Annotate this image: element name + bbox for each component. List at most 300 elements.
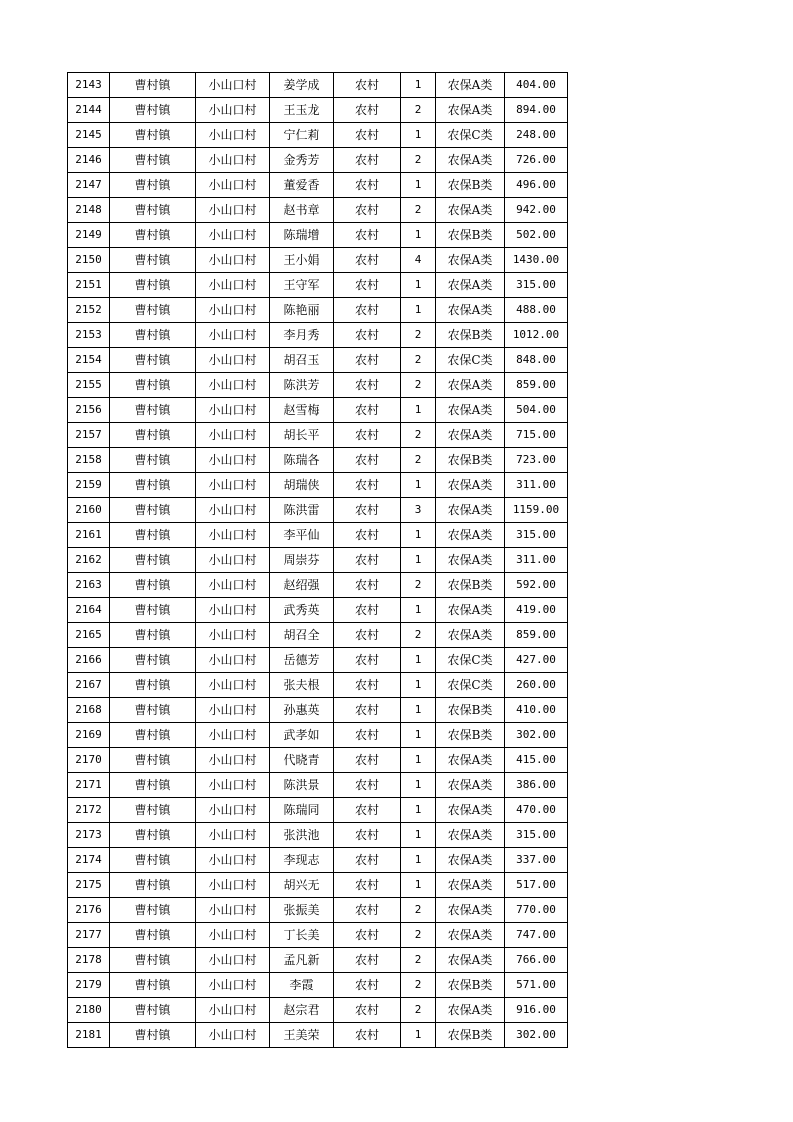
- count-cell: 2: [401, 423, 436, 448]
- village-cell: 小山口村: [196, 848, 270, 873]
- village-cell: 小山口村: [196, 123, 270, 148]
- serial-cell: 2163: [68, 573, 110, 598]
- town-cell: 曹村镇: [110, 648, 196, 673]
- amount-cell: 260.00: [505, 673, 568, 698]
- village-cell: 小山口村: [196, 323, 270, 348]
- town-cell: 曹村镇: [110, 123, 196, 148]
- village-cell: 小山口村: [196, 398, 270, 423]
- count-cell: 1: [401, 173, 436, 198]
- serial-cell: 2173: [68, 823, 110, 848]
- category-cell: 农保C类: [436, 648, 505, 673]
- amount-cell: 410.00: [505, 698, 568, 723]
- town-cell: 曹村镇: [110, 848, 196, 873]
- village-cell: 小山口村: [196, 623, 270, 648]
- table-row: [68, 923, 568, 948]
- amount-cell: 302.00: [505, 723, 568, 748]
- table-row: [68, 723, 568, 748]
- count-cell: 1: [401, 73, 436, 98]
- name-cell: 陈洪雷: [270, 498, 334, 523]
- name-cell: 陈洪景: [270, 773, 334, 798]
- count-cell: 2: [401, 998, 436, 1023]
- count-cell: 1: [401, 273, 436, 298]
- village-cell: 小山口村: [196, 348, 270, 373]
- town-cell: 曹村镇: [110, 373, 196, 398]
- category-cell: 农保B类: [436, 1023, 505, 1048]
- town-cell: 曹村镇: [110, 198, 196, 223]
- name-cell: 孙惠英: [270, 698, 334, 723]
- amount-cell: 315.00: [505, 823, 568, 848]
- category-cell: 农保A类: [436, 598, 505, 623]
- table-row: [68, 373, 568, 398]
- count-cell: 1: [401, 548, 436, 573]
- town-cell: 曹村镇: [110, 173, 196, 198]
- village-cell: 小山口村: [196, 223, 270, 248]
- amount-cell: 427.00: [505, 648, 568, 673]
- category-cell: 农保B类: [436, 223, 505, 248]
- name-cell: 王小娟: [270, 248, 334, 273]
- table-row: [68, 323, 568, 348]
- name-cell: 赵书章: [270, 198, 334, 223]
- category-cell: 农保A类: [436, 248, 505, 273]
- serial-cell: 2151: [68, 273, 110, 298]
- table-row: [68, 748, 568, 773]
- serial-cell: 2159: [68, 473, 110, 498]
- town-cell: 曹村镇: [110, 723, 196, 748]
- count-cell: 2: [401, 448, 436, 473]
- category-cell: 农保B类: [436, 173, 505, 198]
- name-cell: 胡召玉: [270, 348, 334, 373]
- town-cell: 曹村镇: [110, 148, 196, 173]
- serial-cell: 2164: [68, 598, 110, 623]
- serial-cell: 2178: [68, 948, 110, 973]
- village-cell: 小山口村: [196, 573, 270, 598]
- count-cell: 1: [401, 648, 436, 673]
- amount-cell: 894.00: [505, 98, 568, 123]
- serial-cell: 2176: [68, 898, 110, 923]
- village-cell: 小山口村: [196, 373, 270, 398]
- town-cell: 曹村镇: [110, 548, 196, 573]
- table-row: [68, 248, 568, 273]
- name-cell: 宁仁莉: [270, 123, 334, 148]
- serial-cell: 2170: [68, 748, 110, 773]
- category-cell: 农保B类: [436, 573, 505, 598]
- village-cell: 小山口村: [196, 448, 270, 473]
- category-cell: 农保A类: [436, 873, 505, 898]
- serial-cell: 2154: [68, 348, 110, 373]
- name-cell: 赵绍强: [270, 573, 334, 598]
- type-cell: 农村: [334, 473, 401, 498]
- count-cell: 1: [401, 1023, 436, 1048]
- table-row: [68, 148, 568, 173]
- type-cell: 农村: [334, 873, 401, 898]
- name-cell: 岳德芳: [270, 648, 334, 673]
- type-cell: 农村: [334, 73, 401, 98]
- count-cell: 1: [401, 723, 436, 748]
- serial-cell: 2160: [68, 498, 110, 523]
- amount-cell: 571.00: [505, 973, 568, 998]
- table-row: [68, 898, 568, 923]
- type-cell: 农村: [334, 998, 401, 1023]
- town-cell: 曹村镇: [110, 748, 196, 773]
- category-cell: 农保A类: [436, 298, 505, 323]
- village-cell: 小山口村: [196, 698, 270, 723]
- name-cell: 张夫根: [270, 673, 334, 698]
- town-cell: 曹村镇: [110, 798, 196, 823]
- type-cell: 农村: [334, 698, 401, 723]
- town-cell: 曹村镇: [110, 298, 196, 323]
- table-row: [68, 448, 568, 473]
- count-cell: 1: [401, 223, 436, 248]
- table-body: [68, 73, 568, 1048]
- serial-cell: 2168: [68, 698, 110, 723]
- serial-cell: 2143: [68, 73, 110, 98]
- serial-cell: 2156: [68, 398, 110, 423]
- amount-cell: 715.00: [505, 423, 568, 448]
- table-row: [68, 948, 568, 973]
- count-cell: 1: [401, 773, 436, 798]
- table-row: [68, 548, 568, 573]
- type-cell: 农村: [334, 573, 401, 598]
- serial-cell: 2161: [68, 523, 110, 548]
- town-cell: 曹村镇: [110, 898, 196, 923]
- table-row: [68, 398, 568, 423]
- category-cell: 农保C类: [436, 348, 505, 373]
- town-cell: 曹村镇: [110, 223, 196, 248]
- amount-cell: 248.00: [505, 123, 568, 148]
- type-cell: 农村: [334, 423, 401, 448]
- table-row: [68, 98, 568, 123]
- count-cell: 1: [401, 873, 436, 898]
- serial-cell: 2179: [68, 973, 110, 998]
- table-row: [68, 648, 568, 673]
- type-cell: 农村: [334, 923, 401, 948]
- type-cell: 农村: [334, 948, 401, 973]
- name-cell: 王美荣: [270, 1023, 334, 1048]
- count-cell: 1: [401, 748, 436, 773]
- amount-cell: 723.00: [505, 448, 568, 473]
- table-row: [68, 598, 568, 623]
- type-cell: 农村: [334, 673, 401, 698]
- table-row: [68, 673, 568, 698]
- category-cell: 农保A类: [436, 773, 505, 798]
- type-cell: 农村: [334, 823, 401, 848]
- village-cell: 小山口村: [196, 423, 270, 448]
- town-cell: 曹村镇: [110, 498, 196, 523]
- type-cell: 农村: [334, 123, 401, 148]
- table-row: [68, 998, 568, 1023]
- type-cell: 农村: [334, 273, 401, 298]
- name-cell: 陈瑞增: [270, 223, 334, 248]
- village-cell: 小山口村: [196, 98, 270, 123]
- category-cell: 农保C类: [436, 123, 505, 148]
- type-cell: 农村: [334, 548, 401, 573]
- category-cell: 农保C类: [436, 673, 505, 698]
- count-cell: 2: [401, 198, 436, 223]
- table-row: [68, 573, 568, 598]
- name-cell: 胡兴无: [270, 873, 334, 898]
- serial-cell: 2158: [68, 448, 110, 473]
- table-row: [68, 798, 568, 823]
- category-cell: 农保A类: [436, 398, 505, 423]
- town-cell: 曹村镇: [110, 1023, 196, 1048]
- type-cell: 农村: [334, 1023, 401, 1048]
- name-cell: 丁长美: [270, 923, 334, 948]
- category-cell: 农保A类: [436, 373, 505, 398]
- table-row: [68, 1023, 568, 1048]
- category-cell: 农保A类: [436, 898, 505, 923]
- category-cell: 农保B类: [436, 323, 505, 348]
- count-cell: 1: [401, 123, 436, 148]
- town-cell: 曹村镇: [110, 823, 196, 848]
- table-row: [68, 173, 568, 198]
- type-cell: 农村: [334, 973, 401, 998]
- category-cell: 农保A类: [436, 948, 505, 973]
- category-cell: 农保A类: [436, 473, 505, 498]
- count-cell: 1: [401, 298, 436, 323]
- village-cell: 小山口村: [196, 998, 270, 1023]
- town-cell: 曹村镇: [110, 348, 196, 373]
- count-cell: 2: [401, 323, 436, 348]
- count-cell: 2: [401, 348, 436, 373]
- type-cell: 农村: [334, 848, 401, 873]
- amount-cell: 942.00: [505, 198, 568, 223]
- serial-cell: 2152: [68, 298, 110, 323]
- count-cell: 1: [401, 473, 436, 498]
- name-cell: 赵雪梅: [270, 398, 334, 423]
- count-cell: 1: [401, 598, 436, 623]
- village-cell: 小山口村: [196, 273, 270, 298]
- count-cell: 2: [401, 573, 436, 598]
- table-row: [68, 348, 568, 373]
- table-row: [68, 498, 568, 523]
- count-cell: 4: [401, 248, 436, 273]
- amount-cell: 419.00: [505, 598, 568, 623]
- type-cell: 农村: [334, 773, 401, 798]
- data-table: [67, 72, 568, 1048]
- name-cell: 李霞: [270, 973, 334, 998]
- count-cell: 2: [401, 98, 436, 123]
- amount-cell: 916.00: [505, 998, 568, 1023]
- count-cell: 1: [401, 823, 436, 848]
- table-row: [68, 848, 568, 873]
- amount-cell: 311.00: [505, 473, 568, 498]
- amount-cell: 592.00: [505, 573, 568, 598]
- town-cell: 曹村镇: [110, 473, 196, 498]
- amount-cell: 386.00: [505, 773, 568, 798]
- town-cell: 曹村镇: [110, 248, 196, 273]
- amount-cell: 502.00: [505, 223, 568, 248]
- type-cell: 农村: [334, 348, 401, 373]
- table-row: [68, 473, 568, 498]
- town-cell: 曹村镇: [110, 973, 196, 998]
- name-cell: 代晓青: [270, 748, 334, 773]
- village-cell: 小山口村: [196, 648, 270, 673]
- table-row: [68, 698, 568, 723]
- serial-cell: 2147: [68, 173, 110, 198]
- category-cell: 农保A类: [436, 623, 505, 648]
- serial-cell: 2149: [68, 223, 110, 248]
- category-cell: 农保A类: [436, 523, 505, 548]
- count-cell: 2: [401, 898, 436, 923]
- village-cell: 小山口村: [196, 823, 270, 848]
- name-cell: 陈瑞同: [270, 798, 334, 823]
- type-cell: 农村: [334, 323, 401, 348]
- serial-cell: 2146: [68, 148, 110, 173]
- name-cell: 武秀英: [270, 598, 334, 623]
- village-cell: 小山口村: [196, 948, 270, 973]
- town-cell: 曹村镇: [110, 623, 196, 648]
- table-row: [68, 298, 568, 323]
- amount-cell: 470.00: [505, 798, 568, 823]
- village-cell: 小山口村: [196, 673, 270, 698]
- amount-cell: 859.00: [505, 373, 568, 398]
- serial-cell: 2166: [68, 648, 110, 673]
- type-cell: 农村: [334, 223, 401, 248]
- serial-cell: 2162: [68, 548, 110, 573]
- category-cell: 农保A类: [436, 548, 505, 573]
- amount-cell: 770.00: [505, 898, 568, 923]
- amount-cell: 337.00: [505, 848, 568, 873]
- name-cell: 姜学成: [270, 73, 334, 98]
- category-cell: 农保B类: [436, 973, 505, 998]
- type-cell: 农村: [334, 798, 401, 823]
- village-cell: 小山口村: [196, 473, 270, 498]
- amount-cell: 859.00: [505, 623, 568, 648]
- table-row: [68, 523, 568, 548]
- type-cell: 农村: [334, 748, 401, 773]
- count-cell: 1: [401, 798, 436, 823]
- name-cell: 胡长平: [270, 423, 334, 448]
- type-cell: 农村: [334, 498, 401, 523]
- amount-cell: 766.00: [505, 948, 568, 973]
- category-cell: 农保B类: [436, 723, 505, 748]
- village-cell: 小山口村: [196, 898, 270, 923]
- village-cell: 小山口村: [196, 198, 270, 223]
- name-cell: 李现志: [270, 848, 334, 873]
- serial-cell: 2172: [68, 798, 110, 823]
- serial-cell: 2144: [68, 98, 110, 123]
- count-cell: 1: [401, 673, 436, 698]
- count-cell: 2: [401, 373, 436, 398]
- name-cell: 李平仙: [270, 523, 334, 548]
- village-cell: 小山口村: [196, 723, 270, 748]
- name-cell: 周崇芬: [270, 548, 334, 573]
- amount-cell: 315.00: [505, 273, 568, 298]
- serial-cell: 2153: [68, 323, 110, 348]
- count-cell: 2: [401, 948, 436, 973]
- village-cell: 小山口村: [196, 773, 270, 798]
- category-cell: 农保A类: [436, 423, 505, 448]
- table-row: [68, 873, 568, 898]
- serial-cell: 2171: [68, 773, 110, 798]
- table-row: [68, 823, 568, 848]
- name-cell: 陈瑞各: [270, 448, 334, 473]
- type-cell: 农村: [334, 198, 401, 223]
- serial-cell: 2177: [68, 923, 110, 948]
- village-cell: 小山口村: [196, 748, 270, 773]
- village-cell: 小山口村: [196, 73, 270, 98]
- table-row: [68, 273, 568, 298]
- town-cell: 曹村镇: [110, 273, 196, 298]
- type-cell: 农村: [334, 98, 401, 123]
- table-row: [68, 123, 568, 148]
- town-cell: 曹村镇: [110, 873, 196, 898]
- amount-cell: 488.00: [505, 298, 568, 323]
- category-cell: 农保A类: [436, 98, 505, 123]
- category-cell: 农保A类: [436, 148, 505, 173]
- amount-cell: 404.00: [505, 73, 568, 98]
- amount-cell: 1159.00: [505, 498, 568, 523]
- type-cell: 农村: [334, 898, 401, 923]
- serial-cell: 2148: [68, 198, 110, 223]
- amount-cell: 517.00: [505, 873, 568, 898]
- serial-cell: 2174: [68, 848, 110, 873]
- category-cell: 农保A类: [436, 73, 505, 98]
- village-cell: 小山口村: [196, 798, 270, 823]
- count-cell: 1: [401, 848, 436, 873]
- village-cell: 小山口村: [196, 1023, 270, 1048]
- table-row: [68, 223, 568, 248]
- amount-cell: 415.00: [505, 748, 568, 773]
- category-cell: 农保A类: [436, 823, 505, 848]
- town-cell: 曹村镇: [110, 98, 196, 123]
- category-cell: 农保A类: [436, 998, 505, 1023]
- name-cell: 金秀芳: [270, 148, 334, 173]
- table-row: [68, 198, 568, 223]
- village-cell: 小山口村: [196, 248, 270, 273]
- serial-cell: 2175: [68, 873, 110, 898]
- town-cell: 曹村镇: [110, 998, 196, 1023]
- category-cell: 农保A类: [436, 798, 505, 823]
- town-cell: 曹村镇: [110, 523, 196, 548]
- category-cell: 农保A类: [436, 848, 505, 873]
- village-cell: 小山口村: [196, 498, 270, 523]
- village-cell: 小山口村: [196, 973, 270, 998]
- serial-cell: 2157: [68, 423, 110, 448]
- village-cell: 小山口村: [196, 148, 270, 173]
- town-cell: 曹村镇: [110, 923, 196, 948]
- village-cell: 小山口村: [196, 598, 270, 623]
- town-cell: 曹村镇: [110, 948, 196, 973]
- serial-cell: 2169: [68, 723, 110, 748]
- village-cell: 小山口村: [196, 298, 270, 323]
- name-cell: 胡瑞侠: [270, 473, 334, 498]
- village-cell: 小山口村: [196, 173, 270, 198]
- name-cell: 王玉龙: [270, 98, 334, 123]
- name-cell: 胡召全: [270, 623, 334, 648]
- type-cell: 农村: [334, 598, 401, 623]
- amount-cell: 302.00: [505, 1023, 568, 1048]
- type-cell: 农村: [334, 723, 401, 748]
- town-cell: 曹村镇: [110, 773, 196, 798]
- category-cell: 农保B类: [436, 698, 505, 723]
- name-cell: 武孝如: [270, 723, 334, 748]
- table-row: [68, 423, 568, 448]
- type-cell: 农村: [334, 623, 401, 648]
- town-cell: 曹村镇: [110, 573, 196, 598]
- name-cell: 赵宗君: [270, 998, 334, 1023]
- town-cell: 曹村镇: [110, 423, 196, 448]
- amount-cell: 747.00: [505, 923, 568, 948]
- amount-cell: 1012.00: [505, 323, 568, 348]
- serial-cell: 2155: [68, 373, 110, 398]
- village-cell: 小山口村: [196, 523, 270, 548]
- count-cell: 2: [401, 623, 436, 648]
- category-cell: 农保A类: [436, 273, 505, 298]
- count-cell: 3: [401, 498, 436, 523]
- amount-cell: 315.00: [505, 523, 568, 548]
- name-cell: 陈洪芳: [270, 373, 334, 398]
